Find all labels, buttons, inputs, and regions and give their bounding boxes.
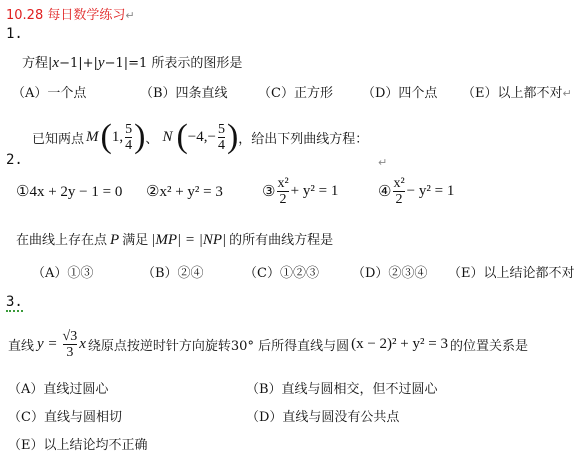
question-3-option-e: （E）以上结论均不正确 — [8, 438, 148, 453]
curve-2: ②x² + y² = 3 — [146, 184, 223, 200]
question-2-condition: 在曲线上存在点 P 满足 |MP| = |NP| 的所有曲线方程是 — [16, 232, 334, 248]
question-3-option-c: （C）直线与圆相切 — [8, 410, 122, 425]
question-2-option-c: （C）①②③ — [244, 266, 319, 281]
question-2-option-b: （B）②④ — [142, 266, 204, 281]
question-3-option-d: （D）直线与圆没有公共点 — [246, 410, 400, 425]
question-1-option-e: （E）以上都不对↵ — [462, 86, 572, 101]
question-1-stem: 方程|x−1|+|y−1|=1 所表示的图形是 — [22, 55, 243, 71]
page-title: 10.28 每日数学练习↵ — [6, 8, 135, 23]
question-3-option-a: （A）直线过圆心 — [8, 382, 109, 397]
curve-1: ①4x + 2y − 1 = 0 — [16, 184, 123, 200]
fraction: $\frac{5}{4}$ — [125, 121, 133, 153]
question-1-option-c: （C）正方形 — [258, 86, 333, 101]
fraction: $\frac{5}{4}$ — [217, 121, 225, 153]
question-3-option-b: （B）直线与圆相交，但不过圆心 — [246, 382, 438, 397]
question-1-number: 1. — [6, 26, 23, 42]
paragraph-mark: ↵ — [378, 156, 388, 169]
question-2-option-d: （D）②③④ — [352, 266, 428, 281]
question-2-number: 2. — [6, 152, 23, 168]
question-1-option-a: （A）一个点 — [12, 86, 87, 101]
question-3-stem: 直线 y = $\frac{√3}{3}$ x 绕原点按逆时针方向旋转30° 后所得直线与圆 (x − 2)² + y² = 3 的位置关系是 — [8, 328, 528, 360]
question-2-option-a: （A）①③ — [32, 266, 94, 281]
question-1-option-b: （B）四条直线 — [140, 86, 228, 101]
paragraph-mark: ↵ — [125, 9, 135, 22]
curve-4: ④ $\frac{\text{x²}}{2}$ − y² = 1 — [378, 175, 455, 207]
curve-3: ③ $\frac{\text{x²}}{2}$ + y² = 1 — [262, 175, 339, 207]
question-2-option-e: （E）以上结论都不对 — [448, 266, 575, 281]
question-1-option-d: （D）四个点 — [362, 86, 438, 101]
question-3-number: 3. — [6, 294, 23, 310]
question-2-intro: 已知两点 M ( 1, $\frac{5}{4}$ ) 、 N ( −4,− $\frac{5}{4}$ ) ，给出下列曲线方程： — [32, 118, 369, 155]
